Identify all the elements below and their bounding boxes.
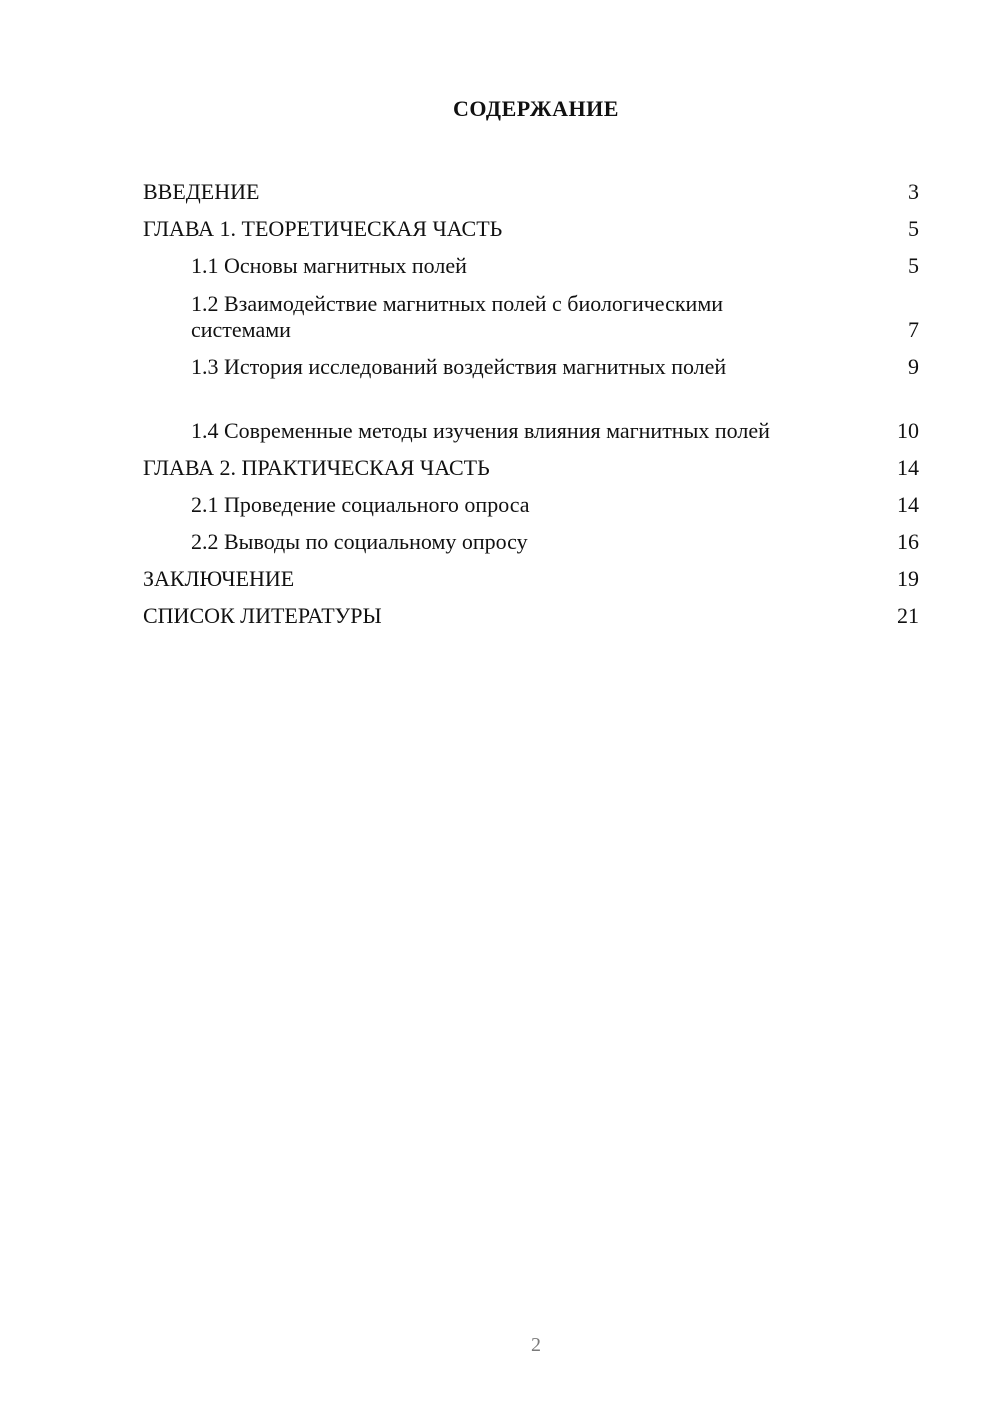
toc-entry-label: 2.2 Выводы по социальному опросу [191,529,528,554]
toc-entry-section-2-2[interactable] [143,518,919,555]
toc-entry-page: 10 [897,418,919,443]
toc-entry-label: СПИСОК ЛИТЕРАТУРЫ [143,603,382,628]
toc-entry-page: 9 [908,354,919,379]
toc-entry-chapter-1[interactable] [143,205,919,242]
toc-entry-page: 16 [897,529,919,554]
page-number: 2 [531,1334,541,1356]
toc-entry-section-2-1[interactable] [143,481,919,518]
toc-entry-introduction[interactable] [143,168,919,205]
toc-entry-page: 14 [897,492,919,517]
toc-entry-page: 3 [908,179,919,204]
toc-entry-section-1-3[interactable] [143,343,919,380]
toc-entry-label: 1.4 Современные методы изучения влияния магнитных полей [191,418,770,443]
toc-entry-label: ГЛАВА 2. ПРАКТИЧЕСКАЯ ЧАСТЬ [143,455,490,480]
toc-entry-label: ЗАКЛЮЧЕНИЕ [143,566,295,591]
toc-entry-page: 5 [908,253,919,278]
table-of-contents [143,168,919,629]
toc-entry-section-1-4[interactable] [143,380,919,444]
toc-entry-label: ГЛАВА 1. ТЕОРЕТИЧЕСКАЯ ЧАСТЬ [143,216,503,241]
toc-entry-label: 1.1 Основы магнитных полей [191,253,467,278]
toc-entry-page: 7 [908,317,919,342]
toc-entry-references[interactable] [143,592,919,629]
toc-entry-chapter-2[interactable] [143,444,919,481]
toc-entry-label: ВВЕДЕНИЕ [143,179,260,204]
toc-entry-label: 1.3 История исследований воздействия магнитных полей [191,354,727,379]
toc-entry-page: 21 [897,603,919,628]
toc-entry-page: 14 [897,455,919,480]
toc-title: СОДЕРЖАНИЕ [453,96,619,121]
toc-entry-label: 1.2 Взаимодействие магнитных полей с биологическими системами [191,291,724,342]
toc-entry-label: 2.1 Проведение социального опроса [191,492,530,517]
toc-entry-section-1-1[interactable] [143,242,919,279]
toc-entry-conclusion[interactable] [143,555,919,592]
toc-entry-page: 19 [897,566,919,591]
toc-entry-page: 5 [908,216,919,241]
toc-entry-section-1-2[interactable] [143,279,919,343]
